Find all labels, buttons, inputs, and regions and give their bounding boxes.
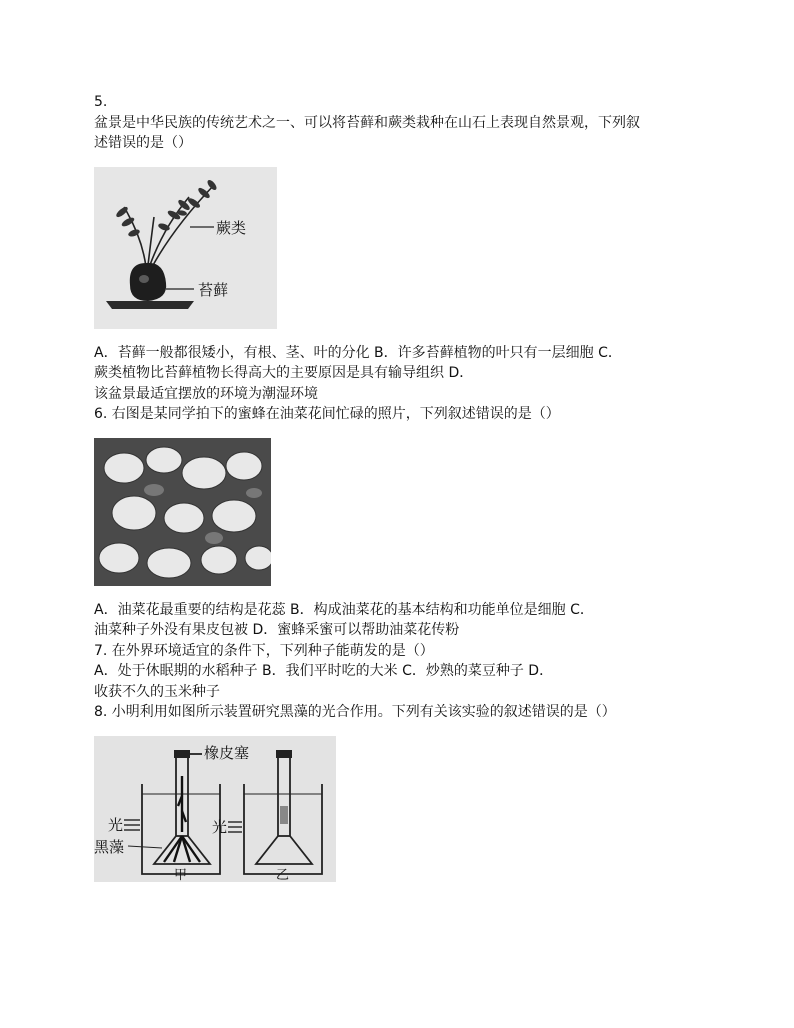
label-yi: 乙 — [276, 867, 290, 883]
q6-stem: 6. 右图是某同学拍下的蜜蜂在油菜花间忙碌的照片，下列叙述错误的是（） — [94, 406, 560, 422]
bee-flower-photo — [94, 438, 271, 586]
q5-options-line2: 蕨类植物比苔藓植物长得高大的主要原因是具有输导组织 D． — [94, 365, 474, 381]
q8-stem: 8. 小明利用如图所示装置研究黑藻的光合作用。下列有关该实验的叙述错误的是（） — [94, 704, 616, 720]
q5-stem-line2: 述错误的是（） — [94, 135, 192, 151]
label-stopper: 橡皮塞 — [204, 743, 250, 762]
q5-number: 5. — [94, 94, 108, 110]
label-light-right: 光 — [212, 817, 228, 836]
label-algae: 黑藻 — [94, 837, 125, 856]
bonsai-figure — [94, 167, 277, 329]
q5-stem-line1: 盆景是中华民族的传统艺术之一、可以将苔藓和蕨类栽种在山石上表现自然景观，下列叙 — [94, 114, 640, 131]
q7-stem: 7. 在外界环境适宜的条件下，下列种子能萌发的是（） — [94, 642, 434, 659]
q5-options-line1: A．苔藓一般都很矮小，有根、茎、叶的分化 B．许多苔藓植物的叶只有一层细胞 C． — [94, 344, 622, 361]
worksheet-page — [94, 92, 714, 882]
q6-options-line1: A．油菜花最重要的结构是花蕊 B．构成油菜花的基本结构和功能单位是细胞 C． — [94, 601, 594, 618]
label-fern: 蕨类 — [216, 218, 247, 237]
bee-flower-illustration — [94, 438, 271, 586]
label-jia: 甲 — [174, 867, 188, 883]
q6-options-line2: 油菜种子外没有果皮包被 D．蜜蜂采蜜可以帮助油菜花传粉 — [94, 622, 460, 638]
q5-options-line3: 该盆景最适宜摆放的环境为潮湿环境 — [94, 385, 318, 402]
q7-options-line2: 收获不久的玉米种子 — [94, 683, 220, 700]
label-moss: 苔藓 — [198, 280, 229, 299]
photosynthesis-apparatus-figure — [94, 736, 336, 882]
bonsai-illustration — [94, 167, 277, 329]
label-light-left: 光 — [108, 815, 124, 834]
q7-options-line1: A．处于休眠期的水稻种子 B．我们平时吃的大米 C．炒熟的菜豆种子 D． — [94, 663, 554, 679]
